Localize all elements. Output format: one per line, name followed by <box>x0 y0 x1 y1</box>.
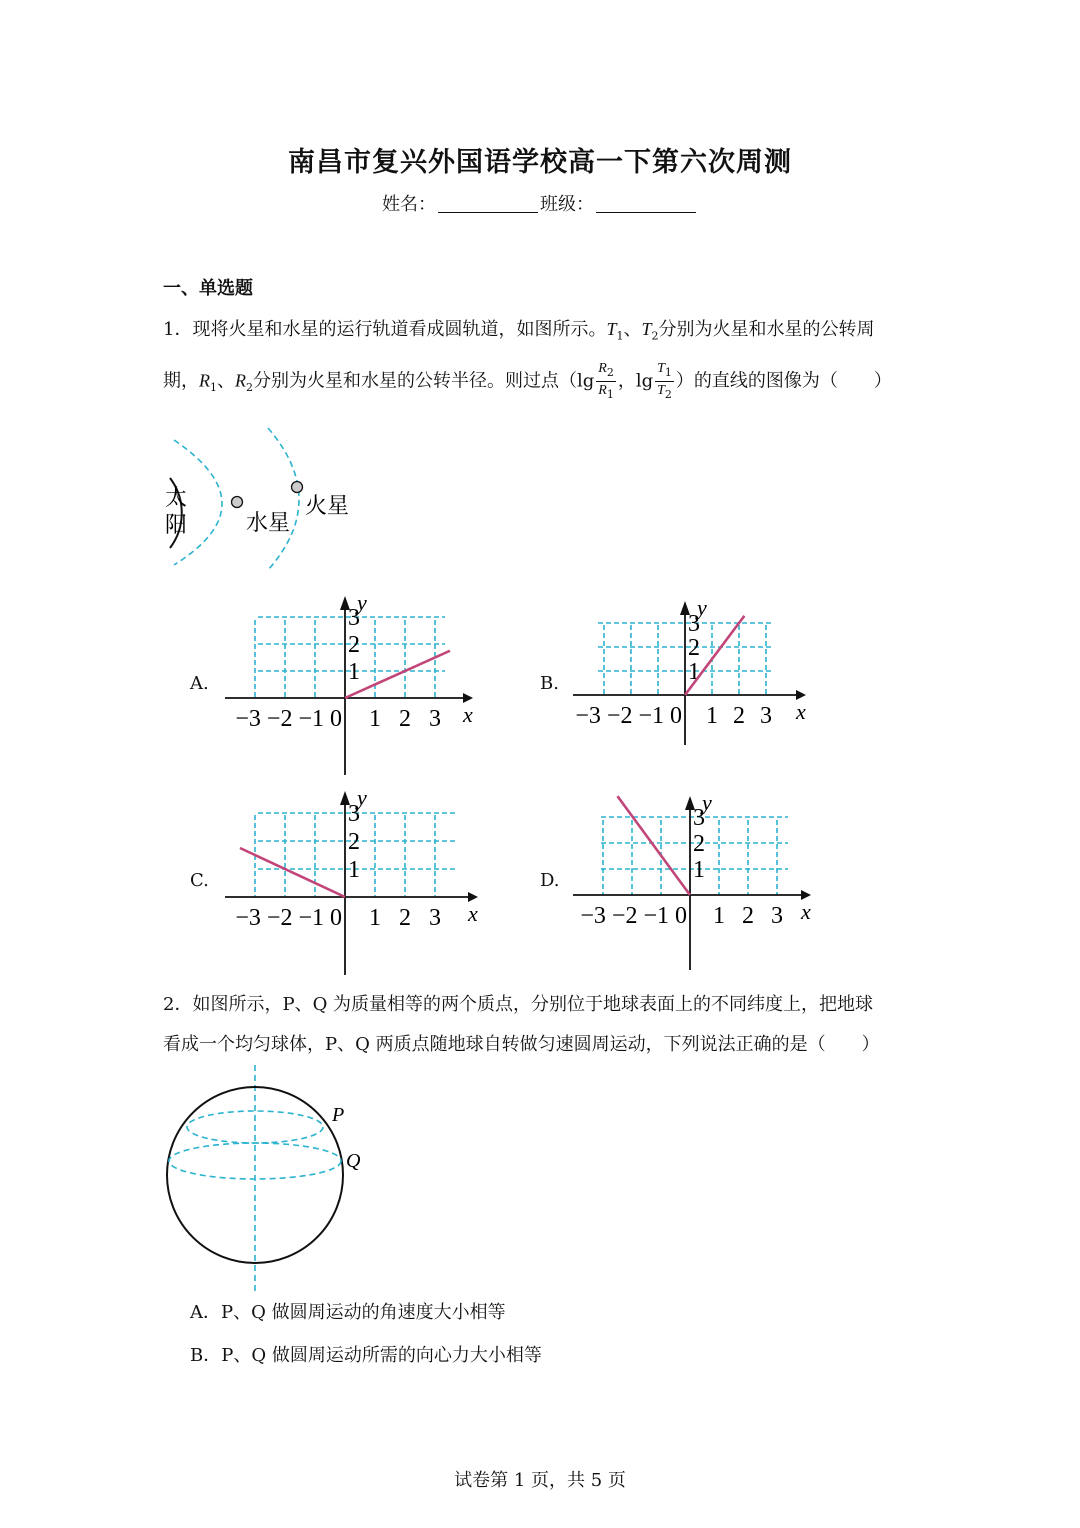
symbol-R: R <box>199 370 210 391</box>
mars-orbit <box>268 428 299 570</box>
question-text: 期， <box>163 370 199 392</box>
fraction-t <box>655 360 674 403</box>
mercury-planet <box>232 497 243 508</box>
y-tick-label: 1 <box>688 659 700 685</box>
y-axis-label: y <box>697 595 707 620</box>
y-tick-label: 2 <box>693 831 705 857</box>
question-number: 1． <box>163 319 193 340</box>
class-field[interactable] <box>596 194 696 213</box>
subscript: 2 <box>651 329 659 343</box>
question-text: 现将火星和水星的运行轨道看成圆轨道，如图所示。 <box>192 319 607 340</box>
x-tick-label: 2 <box>742 903 754 929</box>
earth-figure <box>160 1065 380 1295</box>
y-axis-label: y <box>357 590 367 615</box>
symbol-R: R <box>235 370 246 391</box>
data-line <box>618 796 691 895</box>
question-text: 分别为火星和水星的公转周 <box>658 319 875 340</box>
y-tick-label: 1 <box>348 659 360 685</box>
section-title: 一、单选题 <box>163 278 253 299</box>
question-1-line-2 <box>163 360 923 403</box>
point-p-label: P <box>332 1104 345 1126</box>
mars-label: 火星 <box>305 493 350 518</box>
x-tick-label: 2 <box>399 905 411 931</box>
symbol-T: T <box>657 382 665 398</box>
y-tick-label: 3 <box>348 605 360 631</box>
subscript: 2 <box>664 387 672 401</box>
negative-tick-labels: −3 −2 −1 0 <box>575 703 682 729</box>
separator: 、 <box>623 319 642 340</box>
graph-option-b <box>573 595 818 745</box>
graph-option-c <box>225 785 490 975</box>
symbol-T: T <box>606 319 617 339</box>
graph-option-d <box>573 790 823 970</box>
option-b-label: B. <box>540 673 559 694</box>
question-text: ）的直线的图像为（ ） <box>675 370 892 392</box>
y-axis-label: y <box>357 785 367 810</box>
x-tick-label: 1 <box>369 905 381 931</box>
x-axis-label: x <box>468 901 478 926</box>
name-field[interactable] <box>438 194 538 213</box>
x-tick-label: 3 <box>760 703 772 729</box>
negative-tick-labels: −3 −2 −1 0 <box>580 903 687 929</box>
separator: 、 <box>217 370 235 392</box>
x-tick-label: 3 <box>429 706 441 732</box>
x-tick-label: 1 <box>369 706 381 732</box>
subscript: 1 <box>210 380 217 394</box>
y-tick-label: 2 <box>348 829 360 855</box>
page-footer: 试卷第 1 页，共 5 页 <box>454 1470 626 1491</box>
graph-option-a <box>225 590 485 775</box>
x-tick-label: 1 <box>713 903 725 929</box>
separator: ， <box>617 370 636 392</box>
x-tick-label: 2 <box>399 706 411 732</box>
name-label: 姓名： <box>382 194 436 215</box>
y-tick-label: 1 <box>348 857 360 883</box>
symbol-R: R <box>598 361 607 376</box>
y-tick-label: 3 <box>688 611 700 637</box>
symbol-R: R <box>598 382 607 398</box>
y-tick-label: 1 <box>693 857 705 883</box>
question-1-line-1 <box>163 316 923 350</box>
mars-planet <box>292 482 303 493</box>
question-text: 分别为火星和水星的公转半径。则过点（ <box>253 370 577 392</box>
lg-symbol: lg <box>635 370 654 392</box>
symbol-T: T <box>641 319 652 339</box>
x-axis-label: x <box>796 699 806 724</box>
x-tick-label: 1 <box>706 703 718 729</box>
x-tick-label: 2 <box>733 703 745 729</box>
sun-label-1: 太 <box>165 485 188 510</box>
x-axis-label: x <box>801 899 811 924</box>
question-number: 2． <box>163 994 193 1015</box>
point-q-label: Q <box>346 1150 361 1172</box>
subscript: 1 <box>664 365 672 379</box>
y-axis-label: y <box>702 790 712 815</box>
question-2-line-1 <box>163 992 923 1018</box>
x-tick-label: 3 <box>771 903 783 929</box>
mercury-label: 水星 <box>246 510 291 535</box>
student-info <box>0 190 1080 216</box>
option-2a: A．P、Q 做圆周运动的角速度大小相等 <box>190 1302 506 1323</box>
class-label: 班级： <box>540 194 594 215</box>
subscript: 1 <box>616 329 624 343</box>
question-text: 如图所示，P、Q 为质量相等的两个质点，分别位于地球表面上的不同纬度上，把地球 <box>192 994 874 1015</box>
y-tick-label: 3 <box>348 801 360 827</box>
symbol-T: T <box>657 361 665 376</box>
question-2-line-2: 看成一个均匀球体，P、Q 两质点随地球自转做匀速圆周运动，下列说法正确的是（ ） <box>163 1034 880 1055</box>
y-tick-label: 2 <box>688 635 700 661</box>
option-a-label: A. <box>190 673 209 694</box>
option-d-label: D. <box>540 870 560 891</box>
data-line <box>345 651 450 698</box>
negative-tick-labels: −3 −2 −1 0 <box>235 905 342 931</box>
y-tick-label: 3 <box>693 805 705 831</box>
negative-tick-labels: −3 −2 −1 0 <box>235 706 342 732</box>
option-2b: B．P、Q 做圆周运动所需的向心力大小相等 <box>190 1345 542 1366</box>
page-title: 南昌市复兴外国语学校高一下第六次周测 <box>288 147 792 178</box>
subscript: 1 <box>606 387 614 401</box>
orbit-figure <box>160 420 380 580</box>
lg-symbol: lg <box>577 370 595 392</box>
subscript: 2 <box>246 380 253 394</box>
option-c-label: C. <box>190 870 209 891</box>
subscript: 2 <box>606 365 614 379</box>
sun-label-2: 阳 <box>165 512 188 537</box>
y-tick-label: 2 <box>348 632 360 658</box>
x-axis-label: x <box>463 702 473 727</box>
fraction-r <box>596 360 616 403</box>
x-tick-label: 3 <box>429 905 441 931</box>
